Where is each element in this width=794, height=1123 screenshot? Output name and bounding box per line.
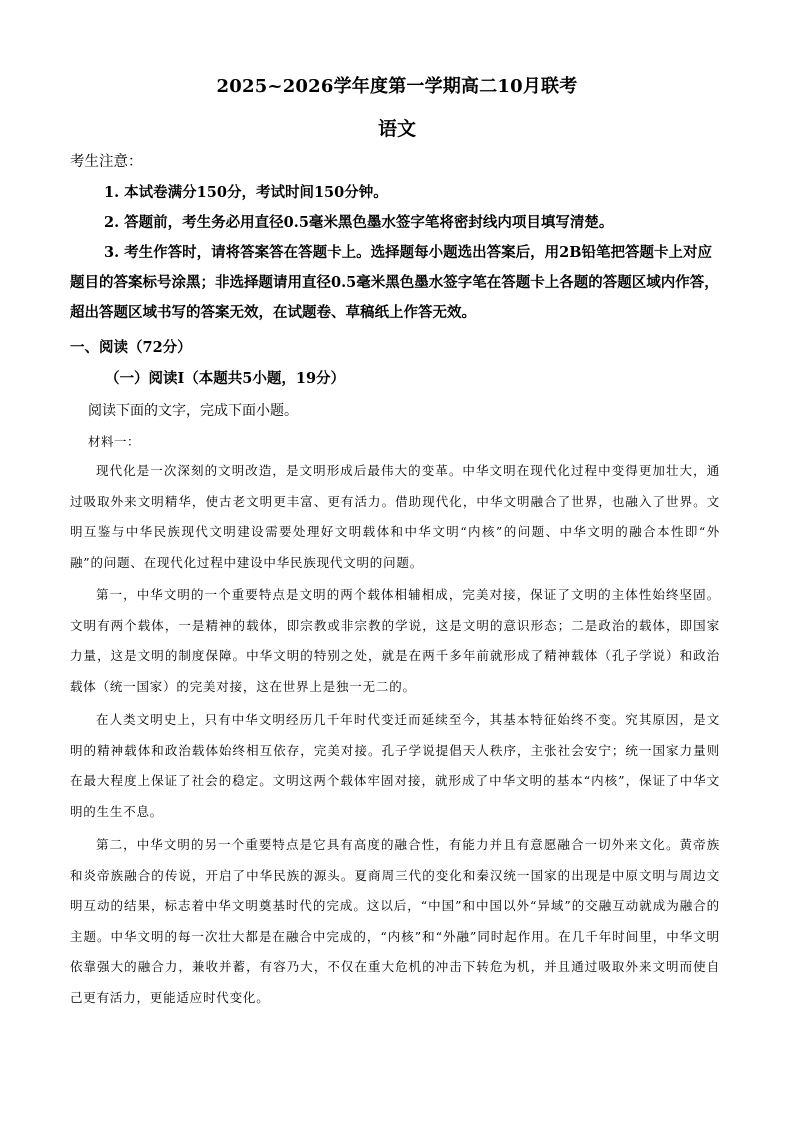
reading-instruction: 阅读下面的文字，完成下面小题。: [88, 403, 298, 419]
notice-heading: 考生注意：: [70, 154, 143, 170]
passage-paragraph-2: 第一，中华文明的一个重要特点是文明的两个载体相辅相成，完美对接，保证了文明的主体性始终坚固。文明有两个载体，一是精神的载体，即宗教或非宗教的学说，这是文明的意识形态；二是政治的载体，即国家力量，这是文明的制度保障。中华文明的特别之处，就是在两千多年前就形成了精神载体（孔子学说）和政治载体（统一国家）的完美对接，这在世界上是独一无二的。: [70, 587, 720, 694]
exam-title: 2025~2026学年度第一学期高二10月联考: [216, 76, 578, 97]
notice-item-1: 1. 本试卷满分150分，考试时间150分钟。: [104, 184, 388, 201]
notice-item-2: 2. 答题前，考生务必用直径0.5毫米黑色墨水签字笔将密封线内项目填写清楚。: [104, 214, 614, 231]
passage-paragraph-3: 在人类文明史上，只有中华文明经历几千年时代变迁而延续至今，其基本特征始终不变。究其原因，是文明的精神载体和政治载体始终相互依存，完美对接。孔子学说提倡天人秩序，主张社会安宁；统一国家力量则在最大程度上保证了社会的稳定。文明这两个载体牢固对接，就形成了中华文明的基本“内核”，保证了中华文明的生生不息。: [70, 712, 720, 819]
material-label: 材料一：: [88, 434, 141, 449]
subsection-heading: （一）阅读Ⅰ（本题共5小题，19分）: [105, 370, 346, 387]
passage-paragraph-4: 第二，中华文明的另一个重要特点是它具有高度的融合性，有能力并且有意愿融合一切外来文化。黄帝族和炎帝族融合的传说，开启了中华民族的源头。夏商周三代的变化和秦汉统一国家的出现是中原文明与周边文明互动的结果，标志着中华文明奠基时代的完成。这以后，“中国”和中国以外“异域”的交融互动就成为融合的主题。中华文明的每一次壮大都是在融合中完成的，“内核”和“外融”同时起作用。在几千年时间里，中华文明依靠强大的融合力，兼收并蓄，有容乃大，不仅在重大危机的冲击下转危为机，并且通过吸取外来文明而使自己更有活力，更能适应时代变化。: [70, 837, 720, 1005]
section-heading: 一、阅读（72分）: [70, 339, 192, 356]
passage-paragraph-1: 现代化是一次深刻的文明改造，是文明形成后最伟大的变革。中华文明在现代化过程中变得更加壮大，通过吸取外来文明精华，使古老文明更丰富、更有活力。借助现代化，中华文明融合了世界，也融入了世界。文明互鉴与中华民族现代文明建设需要处理好文明载体和中华文明“内核”的问题、中华文明的融合本性即“外融”的问题、在现代化过程中建设中华民族现代文明的问题。: [70, 463, 720, 570]
notice-item-3: 3. 考生作答时，请将答案答在答题卡上。选择题每小题选出答案后，用2B铅笔把答题卡上对应题目的答案标号涂黑；非选择题请用直径0.5毫米黑色墨水签字笔在答题卡上各题的答题区域内作答，超出答题区域书写的答案无效，在试题卷、草稿纸上作答无效。: [70, 244, 719, 321]
subject-title: 语文: [377, 118, 416, 140]
